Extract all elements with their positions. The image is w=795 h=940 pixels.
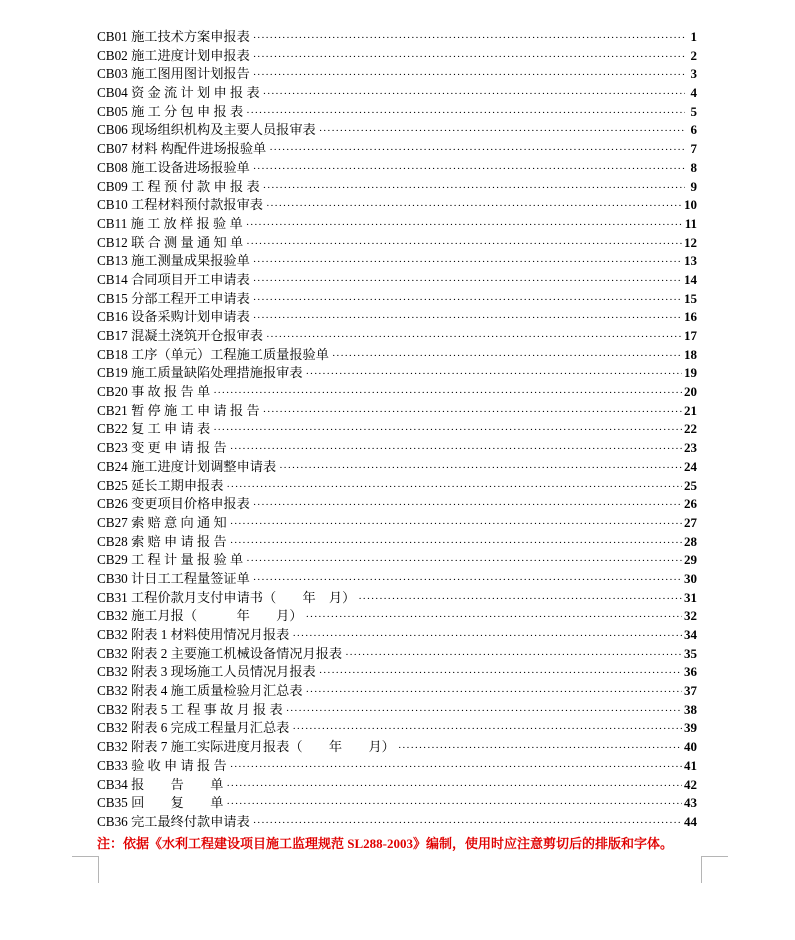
toc-entry-title: CB19 施工质量缺陷处理措施报审表 [97, 365, 303, 381]
dot-leader [230, 515, 682, 534]
toc-entry-page-number: 37 [684, 683, 697, 699]
toc-entry-title: CB27 索 赔 意 向 通 知 [97, 514, 227, 530]
toc-entry[interactable] [97, 383, 697, 402]
toc-entry-title: CB18 工序（单元）工程施工质量报验单 [97, 346, 329, 362]
dot-leader [230, 758, 682, 777]
dot-leader [253, 29, 685, 48]
toc-entry-title: CB35 回 复 单 [97, 795, 224, 811]
dot-leader [246, 235, 682, 254]
toc-entry-page-number: 24 [684, 458, 697, 474]
toc-entry[interactable] [97, 701, 697, 720]
dot-leader [253, 160, 685, 179]
toc-entry-page-number: 36 [684, 664, 697, 680]
toc-entry[interactable] [97, 47, 697, 66]
toc-entry-title: CB14 合同项目开工申请表 [97, 271, 250, 287]
toc-entry-page-number: 16 [684, 309, 697, 325]
toc-entry-title: CB01 施工技术方案申报表 [97, 29, 250, 44]
toc-entry-page-number: 11 [684, 215, 697, 231]
toc-entry[interactable] [97, 28, 697, 47]
toc-entry[interactable] [97, 234, 697, 253]
toc-entry-page-number: 26 [684, 496, 697, 512]
dot-leader [292, 720, 682, 739]
toc-entry-page-number: 5 [690, 103, 697, 119]
toc-entry[interactable] [97, 103, 697, 122]
toc-entry-title: CB21 暂 停 施 工 申 请 报 告 [97, 402, 260, 418]
dot-leader [292, 627, 682, 646]
toc-entry[interactable] [97, 308, 697, 327]
toc-entry-page-number: 13 [684, 253, 697, 269]
dot-leader [306, 683, 682, 702]
toc-entry[interactable] [97, 589, 697, 608]
toc-entry-page-number: 23 [684, 440, 697, 456]
toc-entry[interactable] [97, 719, 697, 738]
toc-entry-page-number: 14 [684, 271, 697, 287]
dot-leader [246, 552, 682, 571]
toc-entry[interactable] [97, 495, 697, 514]
toc-entry-title: CB07 材料 构配件进场报验单 [97, 141, 267, 157]
toc-entry-title: CB04 资 金 流 计 划 申 报 表 [97, 85, 260, 101]
dot-leader [253, 291, 682, 310]
toc-entry-page-number: 8 [690, 159, 697, 175]
dot-leader [269, 141, 685, 160]
toc-entry[interactable] [97, 271, 697, 290]
source-note: 注：依据《水利工程建设项目施工监理规范 SL288-2003》编制，使用时应注意剪切后的排版和字体。 [97, 836, 673, 851]
toc-entry[interactable] [97, 682, 697, 701]
toc-entry[interactable] [97, 458, 697, 477]
toc-entry[interactable] [97, 65, 697, 84]
dot-leader [345, 646, 682, 665]
toc-entry[interactable] [97, 159, 697, 178]
toc-entry-title: CB11 施 工 放 样 报 验 单 [97, 215, 243, 231]
toc-entry[interactable] [97, 533, 697, 552]
cropped-heading-fragment [300, 0, 500, 2]
dot-leader [253, 253, 682, 272]
toc-entry-title: CB08 施工设备进场报验单 [97, 159, 250, 175]
toc-entry[interactable] [97, 626, 697, 645]
dot-leader [253, 272, 682, 291]
toc-entry-page-number: 7 [690, 141, 697, 157]
dot-leader [263, 179, 685, 198]
toc-entry[interactable] [97, 757, 697, 776]
toc-entry-title: CB33 验 收 申 请 报 告 [97, 757, 227, 773]
toc-entry-title: CB28 索 赔 申 请 报 告 [97, 533, 227, 549]
page-corner-mark-left [72, 856, 99, 883]
toc-entry[interactable] [97, 252, 697, 271]
toc-entry-title: CB23 变 更 申 请 报 告 [97, 440, 227, 456]
dot-leader [230, 440, 682, 459]
toc-entry[interactable] [97, 663, 697, 682]
toc-entry-page-number: 1 [690, 29, 697, 44]
toc-entry-title: CB05 施 工 分 包 申 报 表 [97, 103, 244, 119]
toc-entry-title: CB29 工 程 计 量 报 验 单 [97, 552, 244, 568]
toc-entry-title: CB24 施工进度计划调整申请表 [97, 458, 277, 474]
dot-leader [213, 421, 682, 440]
toc-entry[interactable] [97, 290, 697, 309]
dot-leader [246, 216, 683, 235]
toc-entry[interactable] [97, 794, 697, 813]
toc-entry-title: CB32 附表 4 施工质量检验月汇总表 [97, 683, 303, 699]
toc-entry-title: CB32 附表 6 完成工程量月汇总表 [97, 720, 290, 736]
toc-entry[interactable] [97, 551, 697, 570]
toc-entry-title: CB30 计日工工程量签证单 [97, 570, 250, 586]
toc-entry-title: CB31 工程价款月支付申请书（ 年 月） [97, 589, 356, 605]
toc-entry[interactable] [97, 402, 697, 421]
dot-leader [253, 814, 682, 833]
toc-entry-page-number: 31 [684, 589, 697, 605]
toc-entry-title: CB16 设备采购计划申请表 [97, 309, 250, 325]
toc-entry-page-number: 21 [684, 402, 697, 418]
toc-entry-title: CB32 附表 3 现场施工人员情况月报表 [97, 664, 316, 680]
toc-entry[interactable] [97, 607, 697, 626]
toc-entry[interactable] [97, 215, 697, 234]
toc-entry-page-number: 42 [684, 776, 697, 792]
toc-entry[interactable] [97, 346, 697, 365]
toc-entry[interactable] [97, 178, 697, 197]
toc-entry[interactable] [97, 364, 697, 383]
dot-leader [246, 104, 685, 123]
toc-entry[interactable] [97, 477, 697, 496]
toc-entry-page-number: 10 [684, 197, 697, 213]
toc-entry-title: CB32 施工月报（ 年 月） [97, 608, 303, 624]
toc-entry-page-number: 27 [684, 514, 697, 530]
toc-entry-title: CB32 附表 1 材料使用情况月报表 [97, 627, 290, 642]
toc-entry-page-number: 44 [684, 813, 697, 829]
toc-entry-title: CB03 施工图用图计划报告 [97, 66, 250, 82]
toc-entry-page-number: 6 [690, 122, 697, 138]
toc-entry-title: CB26 变更项目价格申报表 [97, 496, 250, 512]
toc-entry-page-number: 28 [684, 533, 697, 549]
toc-entry-title: CB20 事 故 报 告 单 [97, 384, 211, 400]
toc-entry-page-number: 30 [684, 570, 697, 586]
toc-entry[interactable] [97, 121, 697, 140]
toc-entry-page-number: 18 [684, 346, 697, 362]
dot-leader [253, 309, 682, 328]
toc-entry[interactable] [97, 439, 697, 458]
dot-leader [319, 664, 682, 683]
toc-entry-title: CB12 联 合 测 量 通 知 单 [97, 234, 244, 250]
toc-entry-page-number: 22 [684, 421, 697, 437]
dot-leader [213, 384, 682, 403]
toc-entry-title: CB17 混凝土浇筑开仓报审表 [97, 328, 263, 343]
dot-leader [266, 328, 682, 347]
dot-leader [332, 347, 682, 366]
toc-entry-page-number: 32 [684, 608, 697, 624]
toc-entry-title: CB36 完工最终付款申请表 [97, 813, 250, 829]
toc-entry[interactable] [97, 738, 697, 757]
dot-leader [253, 571, 682, 590]
toc-entry[interactable] [97, 84, 697, 103]
toc-entry[interactable] [97, 420, 697, 439]
toc-entry-title: CB34 报 告 单 [97, 776, 224, 792]
toc-entry-page-number: 38 [684, 701, 697, 717]
dot-leader [226, 478, 682, 497]
toc-entry-page-number: 34 [684, 627, 697, 642]
dot-leader [253, 496, 682, 515]
dot-leader [279, 459, 682, 478]
toc-entry[interactable] [97, 327, 697, 346]
toc-entry-page-number: 2 [690, 47, 697, 63]
toc-entry-page-number: 9 [690, 178, 697, 194]
toc-entry[interactable] [97, 140, 697, 159]
toc-entry[interactable] [97, 813, 697, 832]
dot-leader [306, 365, 682, 384]
dot-leader [398, 739, 682, 758]
table-of-contents [97, 28, 697, 832]
toc-entry-page-number: 15 [684, 290, 697, 306]
toc-entry[interactable] [97, 645, 697, 664]
dot-leader [253, 66, 685, 85]
toc-entry-title: CB22 复 工 申 请 表 [97, 421, 211, 437]
toc-entry-page-number: 12 [684, 234, 697, 250]
toc-entry-page-number: 20 [684, 384, 697, 400]
toc-entry[interactable] [97, 570, 697, 589]
toc-entry[interactable] [97, 776, 697, 795]
dot-leader [319, 122, 685, 141]
toc-entry-page-number: 39 [684, 720, 697, 736]
dot-leader [263, 403, 682, 422]
toc-entry-page-number: 35 [684, 645, 697, 661]
toc-entry-title: CB25 延长工期申报表 [97, 477, 224, 493]
dot-leader [226, 795, 682, 814]
toc-entry-page-number: 19 [684, 365, 697, 381]
dot-leader [286, 702, 682, 721]
toc-entry-page-number: 3 [690, 66, 697, 82]
toc-entry[interactable] [97, 514, 697, 533]
toc-entry-title: CB13 施工测量成果报验单 [97, 253, 250, 269]
toc-entry-title: CB32 附表 5 工 程 事 故 月 报 表 [97, 701, 283, 717]
toc-entry-page-number: 43 [684, 795, 697, 811]
page-corner-mark-right [701, 856, 728, 883]
toc-entry-page-number: 41 [684, 757, 697, 773]
dot-leader [230, 534, 682, 553]
toc-entry-title: CB15 分部工程开工申请表 [97, 290, 250, 306]
toc-entry[interactable] [97, 196, 697, 215]
toc-entry-page-number: 4 [690, 85, 697, 101]
toc-entry-page-number: 29 [684, 552, 697, 568]
toc-entry-title: CB10 工程材料预付款报审表 [97, 197, 263, 213]
toc-entry-page-number: 40 [684, 739, 697, 755]
dot-leader [263, 85, 685, 104]
toc-entry-page-number: 25 [684, 477, 697, 493]
toc-entry-title: CB02 施工进度计划申报表 [97, 47, 250, 63]
toc-entry-title: CB09 工 程 预 付 款 申 报 表 [97, 178, 260, 194]
dot-leader [226, 777, 682, 796]
dot-leader [253, 48, 685, 67]
dot-leader [306, 608, 682, 627]
toc-entry-title: CB32 附表 2 主要施工机械设备情况月报表 [97, 645, 343, 661]
dot-leader [266, 197, 682, 216]
toc-entry-title: CB06 现场组织机构及主要人员报审表 [97, 122, 316, 138]
dot-leader [358, 590, 682, 609]
toc-entry-title: CB32 附表 7 施工实际进度月报表（ 年 月） [97, 739, 395, 755]
toc-entry-page-number: 17 [684, 328, 697, 343]
